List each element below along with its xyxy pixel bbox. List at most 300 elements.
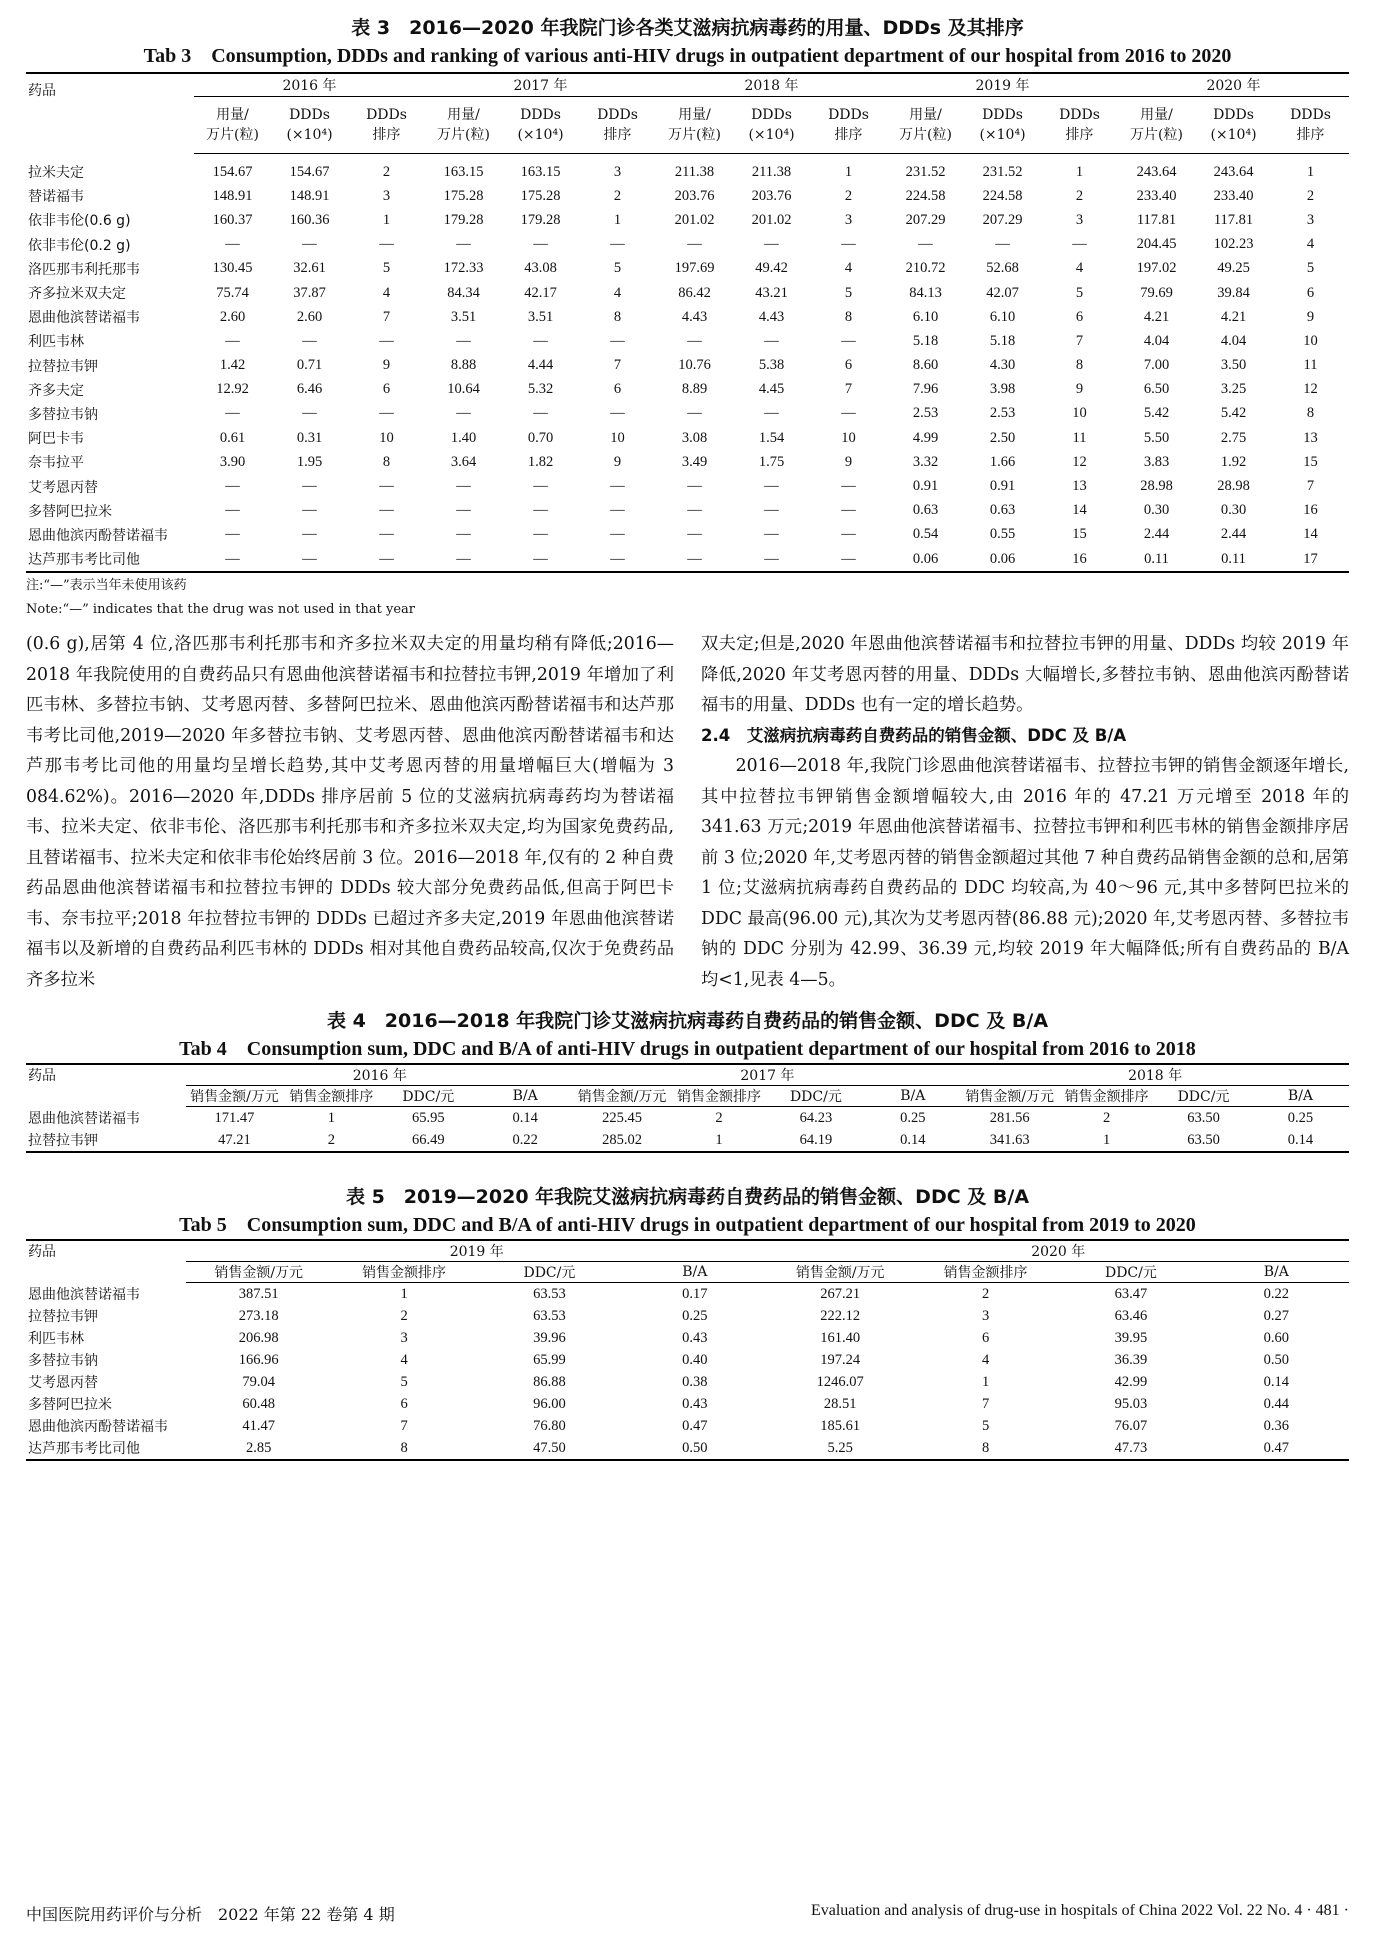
data-cell: 10 xyxy=(1303,332,1318,349)
data-cell: 7 xyxy=(844,381,853,398)
data-cell: 273.18 xyxy=(238,1307,279,1324)
data-cell: 11 xyxy=(1072,429,1087,446)
data-cell: — xyxy=(533,405,548,422)
column-header: DDC/元 xyxy=(1155,1086,1252,1107)
data-cell: 76.80 xyxy=(533,1417,566,1434)
table-row xyxy=(26,1107,1349,1130)
data-cell: 224.58 xyxy=(982,187,1023,204)
data-cell: — xyxy=(610,502,625,519)
data-cell: 37.87 xyxy=(293,284,326,301)
data-cell: 0.14 xyxy=(1263,1373,1289,1390)
data-cell: — xyxy=(456,502,471,519)
column-header: 销售金额/万元 xyxy=(186,1086,283,1107)
data-cell: 0.11 xyxy=(1195,547,1272,572)
data-cell: 0.40 xyxy=(682,1351,708,1368)
table-row xyxy=(26,1327,1349,1349)
data-cell: 6 xyxy=(400,1395,408,1412)
table-row xyxy=(26,378,1349,402)
data-cell: 1.92 xyxy=(1220,453,1247,470)
data-cell: 4.21 xyxy=(1220,308,1247,325)
data-cell: 2 xyxy=(1102,1109,1111,1126)
data-cell: 12 xyxy=(1072,453,1087,470)
data-cell: 3 xyxy=(844,211,853,228)
data-cell: 66.49 xyxy=(380,1129,477,1152)
data-cell: — xyxy=(841,478,856,495)
table-row xyxy=(26,184,1349,208)
drug-name-cell: 齐多拉米双夫定 xyxy=(28,286,126,303)
data-cell: 42.99 xyxy=(1114,1373,1148,1390)
data-cell: 207.29 xyxy=(982,211,1023,228)
data-cell: 5.25 xyxy=(768,1437,913,1460)
table-row xyxy=(26,523,1349,547)
data-cell: 6.50 xyxy=(1143,381,1170,398)
data-cell: 207.29 xyxy=(905,211,946,228)
data-cell: 102.23 xyxy=(1213,236,1254,253)
data-cell: 166.96 xyxy=(238,1351,279,1368)
data-cell: — xyxy=(379,332,394,349)
data-cell: 204.45 xyxy=(1136,236,1177,253)
data-cell: 0.30 xyxy=(1143,502,1170,519)
data-cell: — xyxy=(225,332,240,349)
data-cell: — xyxy=(610,526,625,543)
data-cell: — xyxy=(379,478,394,495)
data-cell: 3 xyxy=(1075,211,1084,228)
data-cell: 7 xyxy=(613,357,622,374)
drug-name-cell: 奈韦拉平 xyxy=(28,455,84,472)
data-cell: 0.06 xyxy=(887,547,964,572)
data-cell: 3.64 xyxy=(450,453,477,470)
data-cell: 0.22 xyxy=(477,1129,574,1152)
footer-journal-cn: 中国医院用药评价与分析 2022 年第 22 卷第 4 期 xyxy=(26,1905,395,1924)
data-cell: 201.02 xyxy=(674,211,715,228)
data-cell: 172.33 xyxy=(443,260,484,277)
drug-name-cell: 洛匹那韦利托那韦 xyxy=(28,261,140,278)
data-cell: 210.72 xyxy=(905,260,946,277)
drug-name-cell: 利匹韦林 xyxy=(28,1331,84,1348)
data-cell: 211.38 xyxy=(674,163,715,180)
table-row xyxy=(26,499,1349,523)
data-cell: 63.53 xyxy=(533,1307,566,1324)
data-cell: 15 xyxy=(1072,526,1087,543)
drug-name-cell: 拉米夫定 xyxy=(28,164,84,181)
data-cell: 8 xyxy=(844,308,853,325)
data-cell: 4.44 xyxy=(527,357,554,374)
column-header: 用量/ 万片(粒) xyxy=(425,97,502,154)
data-cell: 3.51 xyxy=(527,308,554,325)
column-header: 销售金额排序 xyxy=(283,1086,380,1107)
data-cell: 4 xyxy=(1306,236,1315,253)
data-cell: 2.50 xyxy=(989,429,1016,446)
data-cell: 0.44 xyxy=(1263,1395,1289,1412)
data-cell: — xyxy=(302,236,317,253)
data-cell: 49.42 xyxy=(755,260,788,277)
data-cell: — xyxy=(764,236,779,253)
year-header: 2018 年 xyxy=(961,1064,1349,1086)
data-cell: 0.63 xyxy=(912,502,939,519)
table-row xyxy=(26,281,1349,305)
data-cell: 1.95 xyxy=(296,453,323,470)
data-cell: — xyxy=(302,332,317,349)
data-cell: 281.56 xyxy=(989,1109,1030,1126)
data-cell: 10.76 xyxy=(678,357,711,374)
drug-name-cell: 恩曲他滨丙酚替诺福韦 xyxy=(28,1419,168,1436)
data-cell: 6 xyxy=(382,381,391,398)
body-paragraph: 双夫定;但是,2020 年恩曲他滨替诺福韦和拉替拉韦钾的用量、DDDs 均较 2019 年降低,2020 年艾考恩丙替的用量、DDDs 大幅增长,多替拉韦钠、恩曲他滨丙酚替诺福韦的用量、DDDs 也有一定的增长趋势。 xyxy=(701,634,1349,716)
column-header: 销售金额/万元 xyxy=(768,1262,913,1283)
data-cell: — xyxy=(764,526,779,543)
data-cell: 39.95 xyxy=(1114,1329,1148,1346)
data-cell: 1 xyxy=(613,211,622,228)
data-cell: 8 xyxy=(613,308,622,325)
data-cell: 154.67 xyxy=(289,163,330,180)
data-cell: — xyxy=(302,502,317,519)
data-cell: 154.67 xyxy=(212,163,253,180)
table-row xyxy=(26,154,1349,185)
data-cell: — xyxy=(225,502,240,519)
data-cell: 1246.07 xyxy=(816,1373,864,1390)
data-cell: 160.36 xyxy=(289,211,330,228)
data-cell: 49.25 xyxy=(1217,260,1250,277)
table-row xyxy=(26,474,1349,498)
data-cell: 10 xyxy=(841,429,856,446)
data-cell: — xyxy=(764,502,779,519)
table-row xyxy=(26,1437,1349,1460)
table-row xyxy=(26,1349,1349,1371)
data-cell: 10 xyxy=(1072,405,1087,422)
data-cell: 0.36 xyxy=(1263,1417,1289,1434)
data-cell: 3.90 xyxy=(219,453,246,470)
data-cell: 2 xyxy=(400,1307,408,1324)
data-cell: 2.53 xyxy=(912,405,939,422)
data-cell: 4 xyxy=(844,260,853,277)
data-cell: — xyxy=(918,236,933,253)
data-cell: 5.42 xyxy=(1143,405,1170,422)
data-cell: 84.13 xyxy=(909,284,942,301)
column-header: DDC/元 xyxy=(767,1086,864,1107)
data-cell: 3 xyxy=(981,1307,990,1324)
data-cell: 65.99 xyxy=(533,1351,566,1368)
data-cell: 5 xyxy=(844,284,853,301)
data-cell: 11 xyxy=(1303,357,1318,374)
data-cell: 0.91 xyxy=(912,478,939,495)
column-header: B/A xyxy=(622,1262,767,1283)
data-cell: 7 xyxy=(400,1417,408,1434)
data-cell: 0.50 xyxy=(1263,1351,1289,1368)
data-cell: — xyxy=(456,332,471,349)
data-cell: — xyxy=(841,332,856,349)
data-cell: 4 xyxy=(613,284,622,301)
data-cell: 0.25 xyxy=(900,1109,926,1126)
data-cell: 28.98 xyxy=(1217,478,1250,495)
column-header: 销售金额/万元 xyxy=(574,1086,671,1107)
data-cell: 10 xyxy=(610,429,625,446)
column-header: DDDs 排序 xyxy=(1272,97,1349,154)
data-cell: 36.39 xyxy=(1114,1351,1148,1368)
data-cell: — xyxy=(764,332,779,349)
data-cell: 0.14 xyxy=(864,1129,961,1152)
data-cell: 117.81 xyxy=(1136,211,1177,228)
data-cell: 1 xyxy=(844,163,853,180)
drug-name-cell: 依非韦伦(0.2 g) xyxy=(28,237,131,254)
data-cell: 197.24 xyxy=(820,1351,861,1368)
body-paragraph: 2016—2018 年,我院门诊恩曲他滨替诺福韦、拉替拉韦钾的销售金额逐年增长,其中拉替拉韦钾销售金额增幅较大,由 2016 年的 47.21 万元增至 2018 年的 341.63 万元;2019 年恩曲他滨替诺福韦、拉替拉韦钾和利匹韦林的销售金额排序居前 3 位;2020 年,艾考恩丙替的销售金额超过其他 7 种自费药品销售金额的总和,居第 1 位;艾滋病抗病毒药自费药品的 DDC 均较高,为 40～96 元,其中多替阿巴拉米的 DDC 最高(96.00 元),其次为艾考恩丙替(86.88 元);2020 年,艾考恩丙替、多替拉韦钠的 DDC 分别为 42.99、36.39 元,均较 2019 年大幅降低;所有自费药品的 B/A 均<1,见表 4—5。 xyxy=(701,756,1349,990)
tab3-drug-header: 药品 xyxy=(26,73,194,154)
data-cell: 2.44 xyxy=(1143,526,1170,543)
data-cell: 42.17 xyxy=(524,284,557,301)
data-cell: — xyxy=(841,236,856,253)
data-cell: 86.42 xyxy=(678,284,711,301)
data-cell: 5.42 xyxy=(1220,405,1247,422)
column-header: 销售金额/万元 xyxy=(961,1086,1058,1107)
data-cell: 171.47 xyxy=(214,1109,255,1126)
data-cell: 28.51 xyxy=(823,1395,857,1412)
column-header: B/A xyxy=(1204,1262,1349,1283)
data-cell: 0.43 xyxy=(682,1329,708,1346)
data-cell: 225.45 xyxy=(602,1109,643,1126)
data-cell: 16 xyxy=(1303,502,1318,519)
data-cell: 0.38 xyxy=(682,1373,708,1390)
data-cell: 6 xyxy=(844,357,853,374)
data-cell: — xyxy=(995,236,1010,253)
body-left-column xyxy=(26,629,674,995)
data-cell: 5 xyxy=(400,1373,408,1390)
data-cell: 4 xyxy=(1075,260,1084,277)
data-cell: 1 xyxy=(327,1109,335,1126)
data-cell: 76.07 xyxy=(1114,1417,1148,1434)
data-cell: 4 xyxy=(382,284,391,301)
data-cell: 10 xyxy=(379,429,394,446)
column-header: DDDs 排序 xyxy=(1041,97,1118,154)
data-cell: 13 xyxy=(1072,478,1087,495)
data-cell: 3.50 xyxy=(1220,357,1247,374)
data-cell: 0.06 xyxy=(964,547,1041,572)
data-cell: 2 xyxy=(613,187,622,204)
column-header: DDC/元 xyxy=(1058,1262,1203,1283)
data-cell: 4.30 xyxy=(989,357,1016,374)
data-cell: 63.47 xyxy=(1114,1285,1148,1302)
data-cell: 2.85 xyxy=(186,1437,331,1460)
data-cell: — xyxy=(425,547,502,572)
tab5-caption-cn: 表 5 2019—2020 年我院艾滋病抗病毒药自费药品的销售金额、DDC 及 B/A xyxy=(345,1186,1030,1209)
data-cell: 0.50 xyxy=(622,1437,767,1460)
data-cell: — xyxy=(456,478,471,495)
year-header: 2016 年 xyxy=(186,1064,574,1086)
data-cell: 5.18 xyxy=(912,332,939,349)
data-cell: 14 xyxy=(1072,502,1087,519)
data-cell: — xyxy=(764,405,779,422)
table-row xyxy=(26,450,1349,474)
drug-name-cell: 多替阿巴拉米 xyxy=(28,1397,112,1414)
table-row xyxy=(26,426,1349,450)
column-header: 销售金额排序 xyxy=(913,1262,1058,1283)
data-cell: 243.64 xyxy=(1213,163,1254,180)
table-row xyxy=(26,1129,1349,1152)
data-cell: 14 xyxy=(1303,526,1318,543)
data-cell: 47.73 xyxy=(1058,1437,1203,1460)
data-cell: — xyxy=(456,405,471,422)
data-cell: 7 xyxy=(1306,478,1315,495)
data-cell: 32.61 xyxy=(293,260,326,277)
data-cell: — xyxy=(533,478,548,495)
data-cell: 0.31 xyxy=(296,429,323,446)
data-cell: 197.69 xyxy=(674,260,715,277)
year-header: 2017 年 xyxy=(574,1064,962,1086)
data-cell: — xyxy=(302,526,317,543)
table-row xyxy=(26,1415,1349,1437)
year-header: 2016 年 xyxy=(194,73,425,97)
drug-name-cell: 多替拉韦钠 xyxy=(28,406,98,423)
data-cell: 2 xyxy=(844,187,853,204)
data-cell: 5 xyxy=(981,1417,990,1434)
data-cell: 0.47 xyxy=(1204,1437,1349,1460)
data-cell: 95.03 xyxy=(1114,1395,1148,1412)
data-cell: — xyxy=(533,332,548,349)
drug-name-cell: 艾考恩丙替 xyxy=(28,1375,98,1392)
data-cell: — xyxy=(348,547,425,572)
data-cell: 28.98 xyxy=(1140,478,1173,495)
data-cell: 63.50 xyxy=(1187,1109,1220,1126)
footer-journal-en: Evaluation and analysis of drug-use in hospitals of China 2022 Vol. 22 No. 4 · 481 · xyxy=(810,1902,1349,1919)
table-row xyxy=(26,233,1349,257)
data-cell: 2 xyxy=(715,1109,723,1126)
data-cell: 0.30 xyxy=(1220,502,1247,519)
data-cell: 0.63 xyxy=(989,502,1016,519)
data-cell: 8.89 xyxy=(681,381,708,398)
column-header: DDDs 排序 xyxy=(810,97,887,154)
drug-name-cell: 恩曲他滨替诺福韦 xyxy=(28,1286,140,1303)
drug-name-cell: 恩曲他滨替诺福韦 xyxy=(28,1110,140,1127)
data-cell: 63.53 xyxy=(533,1285,566,1302)
data-cell: 1.40 xyxy=(450,429,477,446)
data-cell: — xyxy=(225,526,240,543)
data-cell: 163.15 xyxy=(520,163,561,180)
year-header: 2020 年 xyxy=(1118,73,1349,97)
data-cell: — xyxy=(379,405,394,422)
data-cell: 6 xyxy=(613,381,622,398)
column-header: 用量/ 万片(粒) xyxy=(194,97,271,154)
data-cell: 43.08 xyxy=(524,260,557,277)
data-cell: — xyxy=(610,405,625,422)
data-cell: 243.64 xyxy=(1136,163,1177,180)
drug-name-cell: 齐多夫定 xyxy=(28,382,84,399)
data-cell: 7.00 xyxy=(1143,357,1170,374)
tab5-drug-header: 药品 xyxy=(26,1240,186,1283)
tab3-table xyxy=(26,72,1349,573)
table-row xyxy=(26,1393,1349,1415)
data-cell: 179.28 xyxy=(520,211,561,228)
data-cell: 2.53 xyxy=(989,405,1016,422)
data-cell: 1.66 xyxy=(989,453,1016,470)
column-header: 销售金额排序 xyxy=(331,1262,476,1283)
data-cell: 1 xyxy=(1075,163,1084,180)
data-cell: 201.02 xyxy=(751,211,792,228)
column-header: B/A xyxy=(1252,1086,1349,1107)
data-cell: 5.50 xyxy=(1143,429,1170,446)
tab4-table xyxy=(26,1063,1349,1153)
data-cell: — xyxy=(656,547,733,572)
tab5-caption-en: Tab 5 Consumption sum, DDC and B/A of anti-HIV drugs in outpatient department of our hospital from 2019 to 2020 xyxy=(179,1214,1196,1237)
data-cell: 179.28 xyxy=(443,211,484,228)
data-cell: 0.91 xyxy=(989,478,1016,495)
data-cell: 9 xyxy=(844,453,853,470)
data-cell: 1 xyxy=(382,211,391,228)
data-cell: 2 xyxy=(1075,187,1084,204)
data-cell: 161.40 xyxy=(820,1329,861,1346)
data-cell: 3 xyxy=(382,187,391,204)
data-cell: — xyxy=(610,478,625,495)
data-cell: — xyxy=(810,547,887,572)
table-row xyxy=(26,402,1349,426)
data-cell: 4 xyxy=(400,1351,408,1368)
drug-name-cell: 拉替拉韦钾 xyxy=(28,1309,98,1326)
data-cell: 4.99 xyxy=(912,429,939,446)
data-cell: 267.21 xyxy=(820,1285,861,1302)
table-row xyxy=(26,547,1349,572)
data-cell: 6 xyxy=(1075,308,1084,325)
data-cell: 47.21 xyxy=(186,1129,283,1152)
data-cell: 65.95 xyxy=(411,1109,445,1126)
data-cell: — xyxy=(841,526,856,543)
data-cell: 5.32 xyxy=(527,381,554,398)
data-cell: 41.47 xyxy=(242,1417,275,1434)
data-cell: 175.28 xyxy=(520,187,561,204)
drug-name-cell: 多替拉韦钠 xyxy=(28,1353,98,1370)
data-cell: 0.71 xyxy=(296,357,323,374)
data-cell: 0.11 xyxy=(1118,547,1195,572)
data-cell: — xyxy=(733,547,810,572)
data-cell: — xyxy=(533,526,548,543)
data-cell: 3.49 xyxy=(681,453,708,470)
data-cell: 0.17 xyxy=(682,1285,708,1302)
data-cell: 0.14 xyxy=(1252,1129,1349,1152)
data-cell: 0.25 xyxy=(1287,1109,1314,1126)
data-cell: 3.51 xyxy=(450,308,477,325)
data-cell: 2.60 xyxy=(219,308,246,325)
data-cell: 0.14 xyxy=(512,1109,538,1126)
data-cell: 10.64 xyxy=(447,381,480,398)
data-cell: 8 xyxy=(913,1437,1058,1460)
data-cell: 79.04 xyxy=(242,1373,275,1390)
column-header: 销售金额/万元 xyxy=(186,1262,331,1283)
page xyxy=(26,14,1349,1461)
data-cell: 4.04 xyxy=(1220,332,1247,349)
column-header: DDDs (×10⁴) xyxy=(1195,97,1272,154)
body-columns xyxy=(26,629,1349,995)
data-cell: 233.40 xyxy=(1136,187,1177,204)
drug-name-cell: 恩曲他滨替诺福韦 xyxy=(28,310,140,327)
data-cell: 3.32 xyxy=(912,453,939,470)
data-cell: 39.84 xyxy=(1217,284,1250,301)
data-cell: 206.98 xyxy=(238,1329,279,1346)
data-cell: 7 xyxy=(382,308,391,325)
data-cell: 341.63 xyxy=(961,1129,1058,1152)
data-cell: — xyxy=(533,236,548,253)
data-cell: 1 xyxy=(400,1285,408,1302)
data-cell: — xyxy=(225,478,240,495)
data-cell: 0.55 xyxy=(989,526,1016,543)
data-cell: — xyxy=(764,478,779,495)
column-header: 用量/ 万片(粒) xyxy=(887,97,964,154)
data-cell: 6 xyxy=(981,1329,990,1346)
tab3-note-cn: 注:“—”表示当年未使用该药 xyxy=(26,578,187,594)
data-cell: — xyxy=(456,236,471,253)
column-header: B/A xyxy=(864,1086,961,1107)
drug-name-cell: 拉替拉韦钾 xyxy=(28,358,98,375)
data-cell: 211.38 xyxy=(751,163,792,180)
tab4-caption-en: Tab 4 Consumption sum, DDC and B/A of anti-HIV drugs in outpatient department of our hospital from 2016 to 2018 xyxy=(179,1038,1196,1061)
data-cell: 117.81 xyxy=(1213,211,1254,228)
drug-name-cell: 达芦那韦考比司他 xyxy=(26,1437,186,1460)
